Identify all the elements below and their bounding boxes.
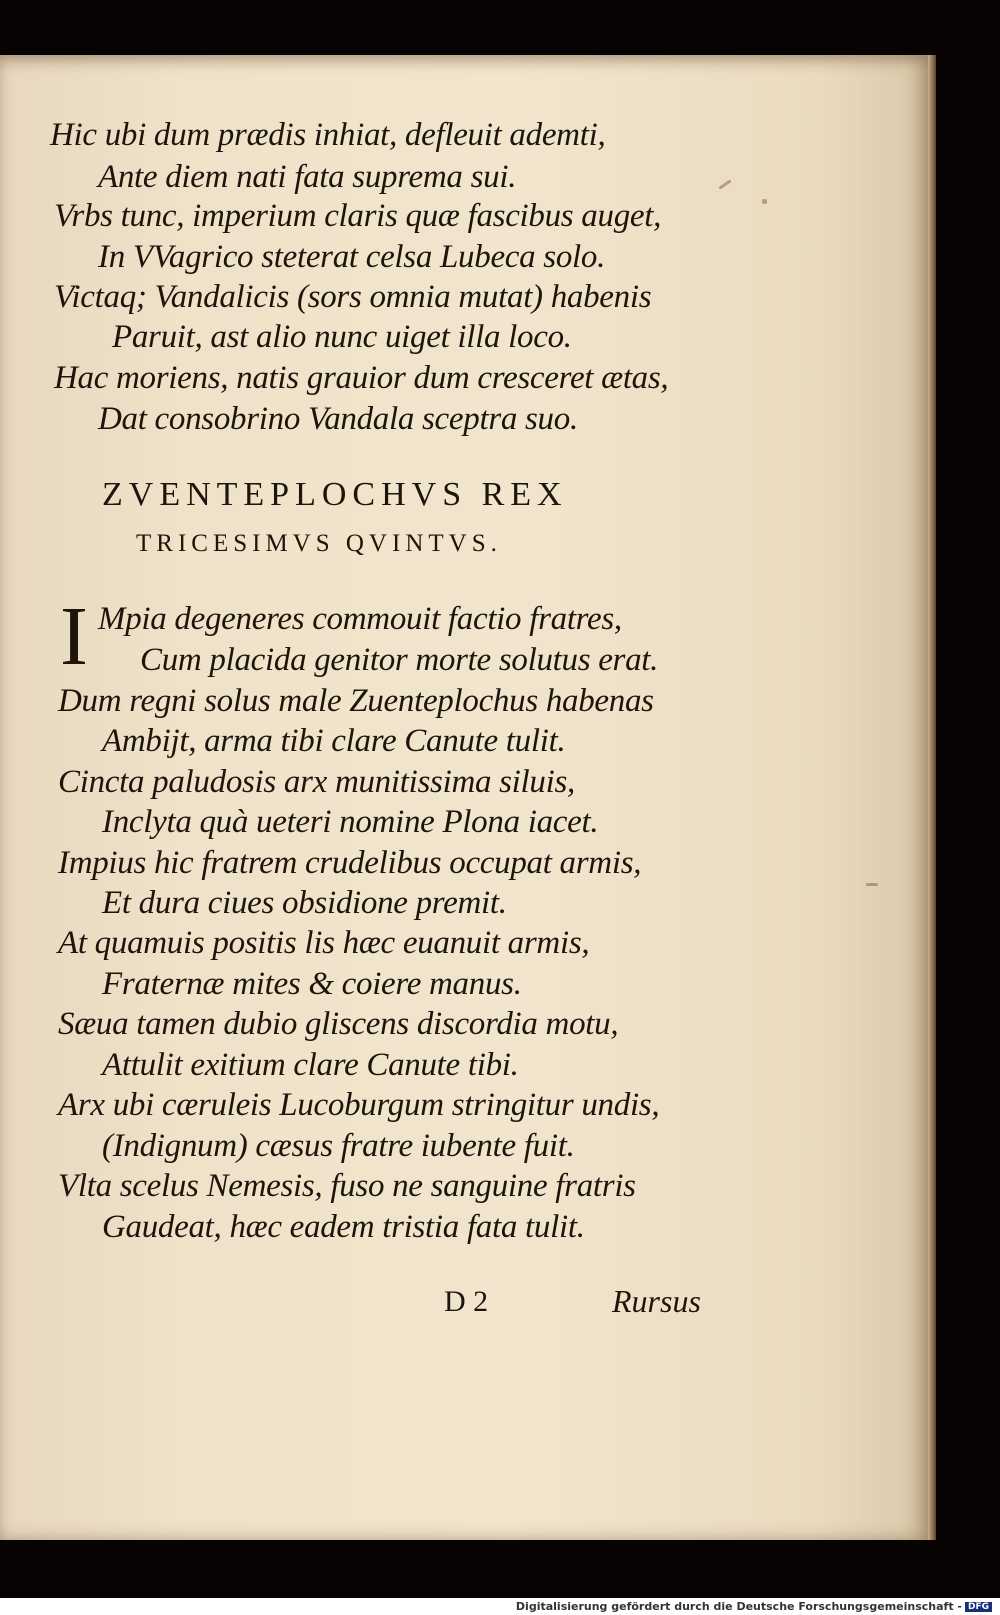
verse-line: Cum placida genitor morte solutus erat.	[140, 642, 659, 678]
verse-line: Vrbs tunc, imperium claris quæ fascibus auget,	[54, 198, 662, 234]
paper-mark	[762, 199, 767, 204]
paper-mark	[718, 179, 731, 189]
verse-line: Sæua tamen dubio gliscens discordia motu,	[58, 1006, 619, 1042]
verse-line: Dum regni solus male Zuenteplochus habenas	[58, 683, 654, 719]
section-heading-line2: TRICESIMVS QVINTVS.	[136, 530, 502, 557]
verse-line: Vlta scelus Nemesis, fuso ne sanguine fratris	[58, 1168, 636, 1204]
verse-line: Cincta paludosis arx munitissima siluis,	[58, 764, 575, 800]
verse-line: Arx ubi cæruleis Lucoburgum stringitur undis,	[58, 1087, 660, 1123]
verse-line: Inclyta quà ueteri nomine Plona iacet.	[102, 804, 599, 840]
verse-line: Victaq; Vandalicis (sors omnia mutat) habenis	[54, 279, 652, 315]
verse-line: Hic ubi dum prædis inhiat, defleuit ademti,	[50, 117, 606, 153]
verse-line: Dat consobrino Vandala sceptra suo.	[98, 401, 578, 437]
page-edge	[928, 55, 936, 1540]
dfg-logo: DFG	[965, 1602, 992, 1612]
verse-line: Impius hic fratrem crudelibus occupat armis,	[58, 845, 642, 881]
verse-line: Attulit exitium clare Canute tibi.	[102, 1047, 519, 1083]
verse-line: Gaudeat, hæc eadem tristia fata tulit.	[102, 1209, 585, 1245]
verse-line: Ambijt, arma tibi clare Canute tulit.	[102, 723, 566, 759]
verse-line: At quamuis positis lis hæc euanuit armis,	[58, 925, 590, 961]
verse-line: Ante diem nati fata suprema sui.	[98, 159, 517, 195]
verse-line: Mpia degeneres commouit factio fratres,	[98, 601, 622, 637]
digitization-credit	[516, 1600, 992, 1613]
verse-line: (Indignum) cæsus fratre iubente fuit.	[102, 1128, 575, 1164]
signature-mark: D 2	[444, 1285, 489, 1318]
verse-line: Et dura ciues obsidione premit.	[102, 885, 507, 921]
verse-line: Hac moriens, natis grauior dum cresceret ætas,	[54, 360, 669, 396]
drop-initial: I	[60, 590, 88, 683]
section-heading-line1: ZVENTEPLOCHVS REX	[102, 476, 568, 513]
paper-mark	[866, 883, 878, 886]
credit-text: Digitalisierung gefördert durch die Deutsche Forschungsgemeinschaft -	[515, 1600, 962, 1613]
verse-line: Fraternæ mites & coiere manus.	[102, 966, 522, 1002]
catchword: Rursus	[612, 1283, 701, 1319]
book-page	[0, 55, 930, 1540]
verse-line: Paruit, ast alio nunc uiget illa loco.	[112, 319, 572, 355]
verse-line: In VVagrico steterat celsa Lubeca solo.	[98, 239, 606, 275]
